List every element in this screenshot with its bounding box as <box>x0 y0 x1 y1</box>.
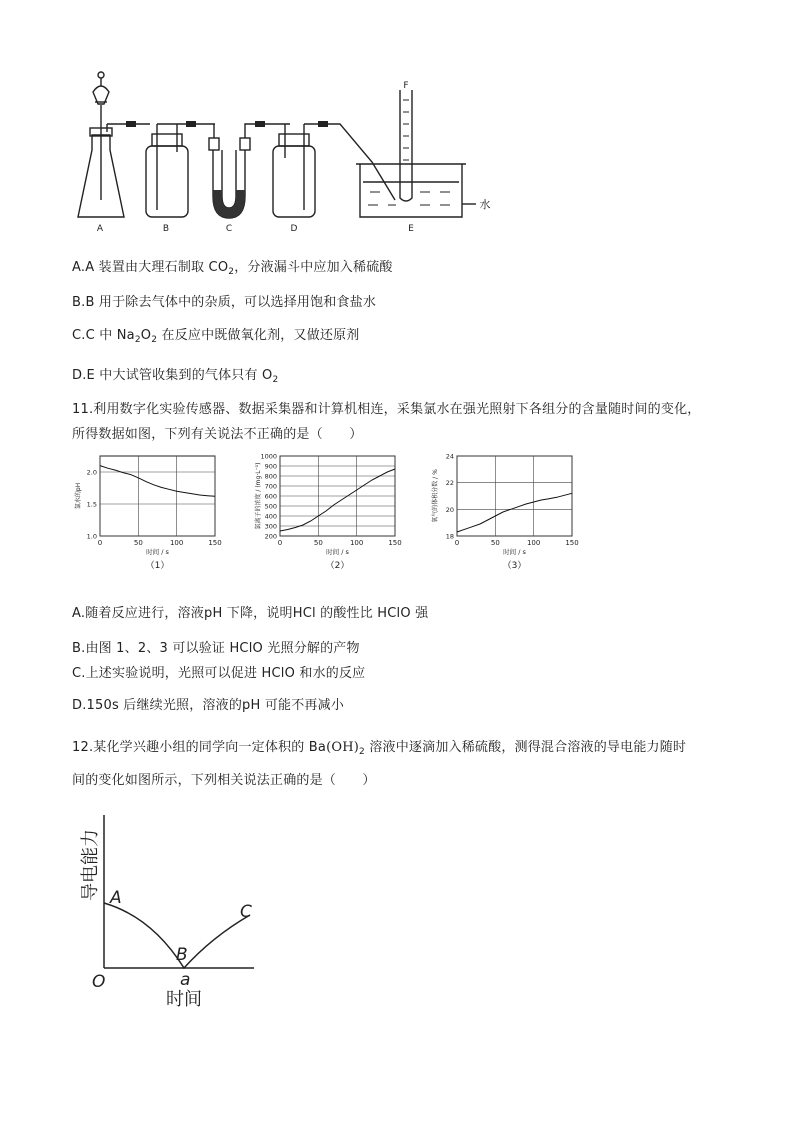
q12-stem-line1: 12.某化学兴趣小组的同学向一定体积的 $Ba(OH)_2$ 溶液中逐滴加入稀硫酸，测得混合溶液的导电能力随时 <box>72 740 687 757</box>
x-tick-label: 100 <box>526 539 541 547</box>
x-axis-label: 时间 / s <box>503 548 526 556</box>
y-tick-label: 800 <box>264 472 277 481</box>
y-tick-label: 900 <box>264 462 277 471</box>
label-a: A <box>96 224 104 234</box>
trough-e <box>360 164 462 217</box>
series-line <box>100 466 215 497</box>
y-tick-label: 1000 <box>260 452 277 461</box>
y-tick-label: 22 <box>445 479 454 488</box>
q11-option-a: A.随着反应进行，溶液pH 下降，说明HCl 的酸性比 HClO 强 <box>72 606 429 621</box>
label-f: F <box>403 81 409 91</box>
q11-option-c: C.上述实验说明，光照可以促进 HClO 和水的反应 <box>72 666 366 681</box>
bottle-b <box>146 146 188 217</box>
label-c: C <box>225 224 233 234</box>
x-tick-label: 150 <box>208 539 222 547</box>
label-d: D <box>290 224 298 234</box>
q12-xmark: a <box>180 970 191 990</box>
y-tick-label: 1.0 <box>86 532 97 541</box>
y-tick-label: 18 <box>445 532 454 541</box>
q11-option-b: B.由图 1、2、3 可以验证 HClO 光照分解的产物 <box>72 641 360 656</box>
label-b: B <box>162 224 170 234</box>
q12-point-b: B <box>176 945 188 965</box>
x-tick-label: 0 <box>454 539 460 547</box>
tube-f <box>400 90 412 201</box>
q10-option-a: A.A 装置由大理石制取 $CO_2$，分液漏斗中应加入稀硫酸 <box>72 260 393 277</box>
label-water: 水 <box>479 198 491 211</box>
q12-point-c: C <box>240 902 252 922</box>
q12-xlabel: 时间 <box>166 989 202 1010</box>
q11-stem-line2: 所得数据如图，下列有关说法不正确的是（ ） <box>72 427 363 442</box>
chart-caption: （2） <box>325 561 350 571</box>
chart-caption: （3） <box>502 561 527 571</box>
label-e: E <box>408 224 414 234</box>
y-axis-label: 氧气的体积分数 / % <box>432 469 439 523</box>
bottle-d <box>273 146 315 217</box>
y-tick-label: 500 <box>264 502 277 511</box>
apparatus-diagram <box>0 0 794 240</box>
plot-frame <box>457 456 572 536</box>
series-line <box>280 469 395 531</box>
x-tick-label: 150 <box>565 539 579 547</box>
q10-option-c: C.C 中 $Na_2O_2$ 在反应中既做氧化剂，又做还原剂 <box>72 328 360 345</box>
x-axis-label: 时间 / s <box>326 548 349 556</box>
y-tick-label: 300 <box>264 522 277 531</box>
y-tick-label: 20 <box>445 505 454 514</box>
q11-stem-line1: 11.利用数字化实验传感器、数据采集器和计算机相连，采集氯水在强光照射下各组分的含量随时间的变化， <box>72 402 701 417</box>
y-tick-label: 24 <box>445 452 454 461</box>
y-tick-label: 600 <box>264 492 277 501</box>
x-tick-label: 100 <box>349 539 364 547</box>
series-line <box>457 493 572 532</box>
q10-option-b: B.B 用于除去气体中的杂质，可以选择用饱和食盐水 <box>72 295 377 310</box>
x-axis-label: 时间 / s <box>146 548 169 556</box>
q12-point-a: A <box>110 888 122 908</box>
y-tick-label: 2.0 <box>86 468 97 477</box>
q11-option-d: D.150s 后继续光照，溶液的pH 可能不再减小 <box>72 698 345 713</box>
x-tick-label: 50 <box>313 539 323 547</box>
x-tick-label: 0 <box>97 539 103 547</box>
q12-origin: O <box>92 972 106 992</box>
q12-conductivity-graph <box>72 805 272 1015</box>
y-tick-label: 400 <box>264 512 277 521</box>
y-tick-label: 200 <box>264 532 277 541</box>
y-tick-label: 1.5 <box>86 500 97 509</box>
q11-charts <box>70 450 610 590</box>
x-tick-label: 50 <box>133 539 143 547</box>
y-tick-label: 700 <box>264 482 277 491</box>
q12-stem-line2: 间的变化如图所示，下列相关说法正确的是（ ） <box>72 773 376 788</box>
x-tick-label: 50 <box>490 539 500 547</box>
y-axis-label: 氯离子的浓度 / (mg·L⁻¹) <box>255 462 262 530</box>
chart-3 <box>431 453 579 572</box>
x-tick-label: 0 <box>277 539 283 547</box>
x-tick-label: 100 <box>169 539 184 547</box>
x-tick-label: 150 <box>388 539 402 547</box>
chart-1 <box>74 456 222 571</box>
plot-frame <box>100 456 215 536</box>
y-axis-label: 氯水的pH <box>75 482 82 510</box>
q12-ylabel: 导电能力 <box>80 829 101 901</box>
q10-option-d: D.E 中大试管收集到的气体只有 $O_2$ <box>72 368 279 385</box>
chart-caption: （1） <box>145 561 170 571</box>
chart-2 <box>254 453 402 572</box>
